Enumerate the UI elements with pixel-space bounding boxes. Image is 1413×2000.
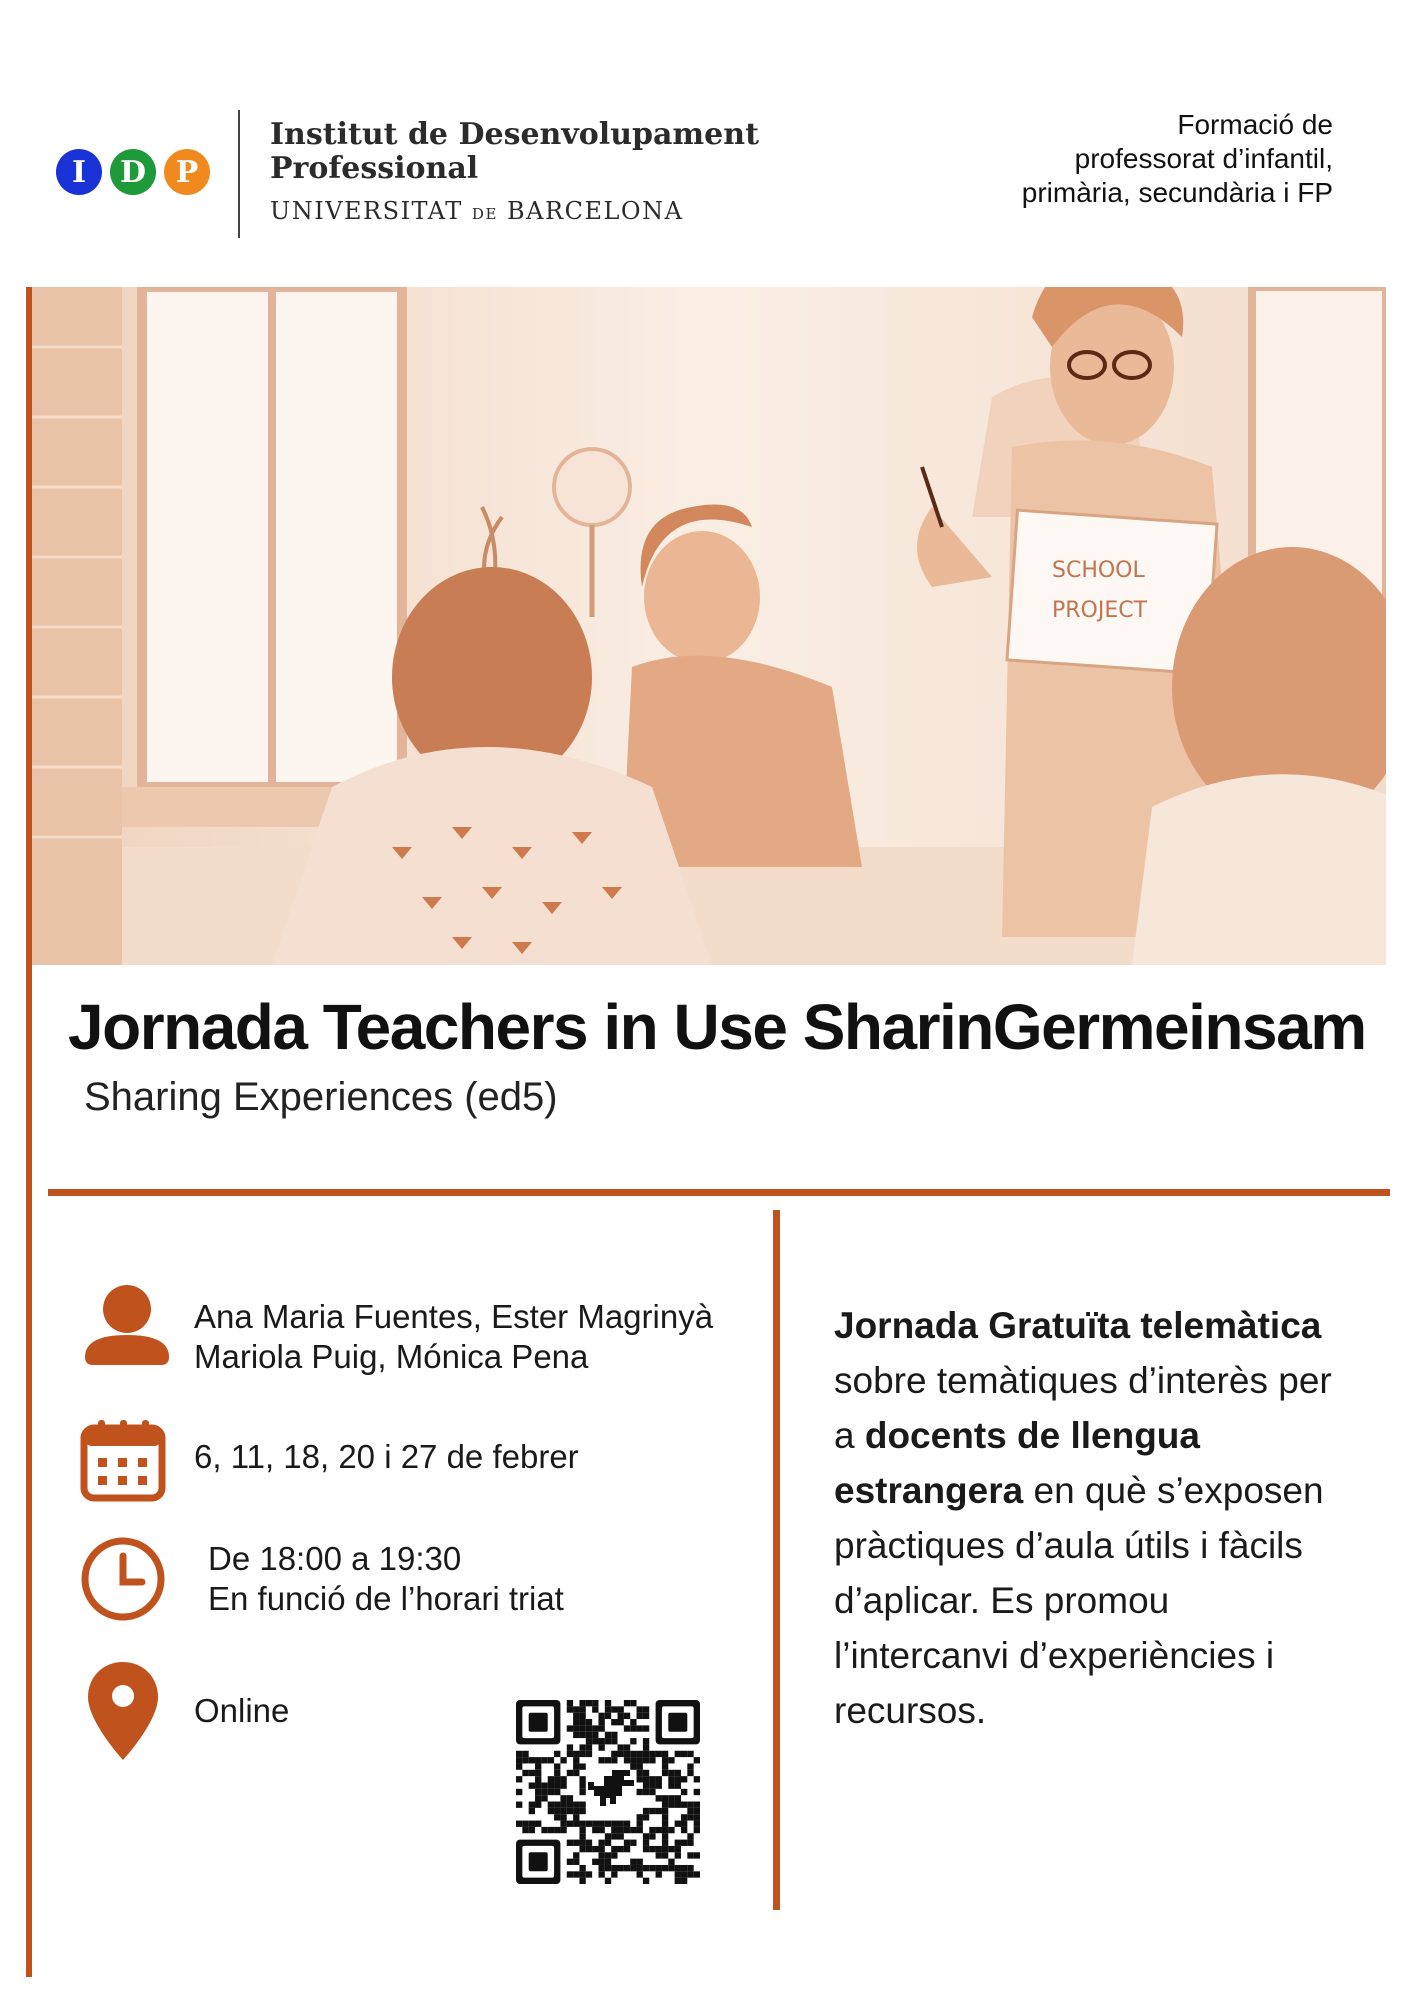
institute-line2: Professional [270, 151, 479, 186]
dates: 6, 11, 18, 20 i 27 de febrer [194, 1438, 579, 1475]
classroom-illustration [32, 287, 1386, 965]
board-text-1: SCHOOL [1052, 558, 1145, 583]
desc-bold-1: Jornada Gratuïta [834, 1305, 1131, 1346]
horizontal-divider [48, 1189, 1390, 1196]
qr-finder-pattern [516, 1840, 560, 1884]
desc-bold-2: telemàtica [1140, 1305, 1322, 1346]
event-description [834, 1298, 1354, 1738]
logo-letter-p: P [164, 149, 210, 195]
event-title: Jornada Teachers in Use SharinGermeinsam [68, 991, 1366, 1063]
university-part1: UNIVERSITAT [270, 197, 463, 225]
qr-finder-pattern [656, 1700, 700, 1744]
person-icon [82, 1285, 172, 1367]
header-tagline: Formació de professorat d’infantil, primària, secundària i FP [1021, 109, 1333, 208]
location-pin-icon [86, 1660, 160, 1762]
institute-name [270, 118, 759, 231]
calendar-icon [80, 1418, 166, 1502]
university-name [270, 194, 759, 231]
university-de: DE [471, 205, 498, 223]
speakers [194, 1297, 713, 1377]
logo-letter-d: D [110, 149, 156, 195]
qr-code-graphic [516, 1700, 700, 1884]
dinosaur-icon [588, 1770, 634, 1806]
time-line2: En funció de l’horari triat [208, 1580, 564, 1617]
logo-letter-i: I [56, 149, 102, 195]
desc-text-1: sobre temàtiques d’interès per a [834, 1360, 1332, 1456]
desc-bold-3: docents de llengua estrangera [834, 1415, 1200, 1511]
qr-code[interactable] [516, 1700, 700, 1884]
event-subtitle: Sharing Experiences (ed5) [84, 1075, 558, 1119]
clock-icon [80, 1536, 166, 1622]
logo-divider [238, 110, 240, 238]
university-part2: BARCELONA [507, 197, 684, 225]
location: Online [194, 1692, 290, 1729]
speakers-line1: Ana Maria Fuentes, Ester Magrinyà [194, 1298, 714, 1335]
desc-text-2: en què s’exposen pràctiques d’aula útils i fàcils d’aplicar. Es promou l’intercanvi d’experiències i recursos. [834, 1470, 1324, 1731]
speakers-line2: Mariola Puig, Mónica Pena [194, 1338, 589, 1375]
time [208, 1539, 564, 1619]
idp-logo [56, 143, 216, 201]
vertical-divider [773, 1210, 780, 1910]
qr-finder-pattern [516, 1700, 560, 1744]
board-text-2: PROJECT [1052, 598, 1148, 623]
institute-line1: Institut de Desenvolupament [270, 117, 759, 152]
time-line1: De 18:00 a 19:30 [208, 1540, 462, 1577]
hero-photo [32, 287, 1386, 965]
